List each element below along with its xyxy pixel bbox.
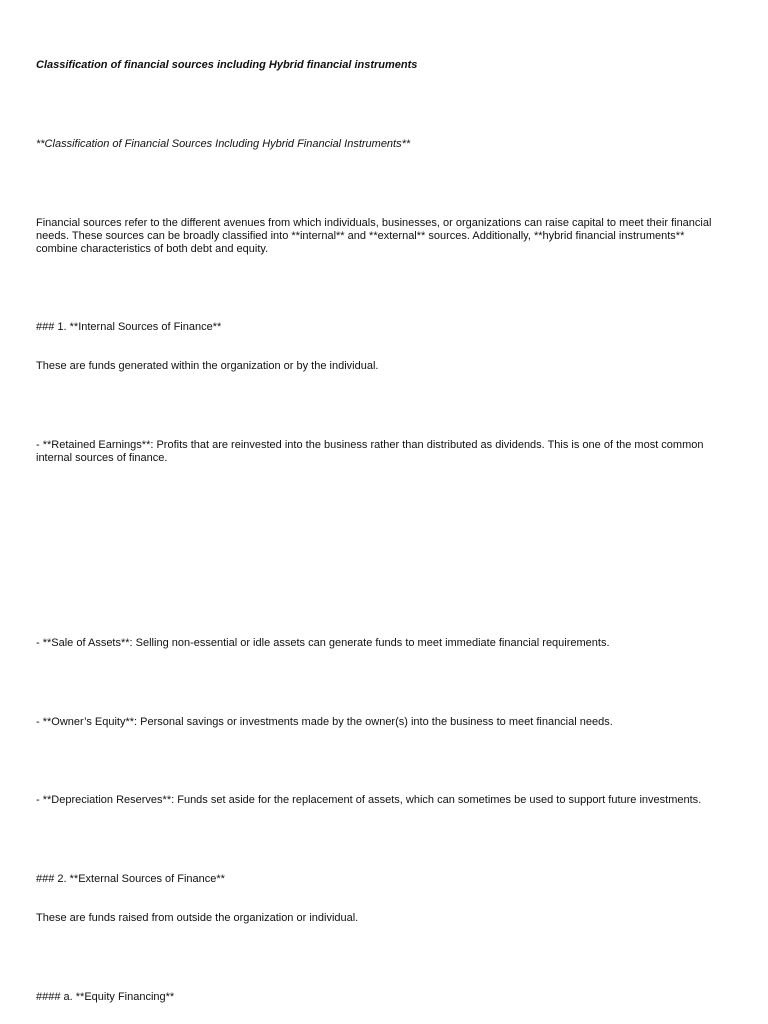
list-item-owners-equity: - **Owner’s Equity**: Personal savings or investments made by the owner(s) into the business to meet financial needs.: [36, 716, 613, 728]
section-heading-external: ### 2. **External Sources of Finance**: [36, 873, 225, 885]
subsection-heading-equity: #### a. **Equity Financing**: [36, 991, 175, 1003]
list-item-retained-earnings: - **Retained Earnings**: Profits that are reinvested into the business rather than distributed as dividends. This is one of the most common internal sources of finance.: [36, 439, 704, 464]
section-desc-external: These are funds raised from outside the organization or individual.: [36, 912, 359, 924]
list-item-depreciation-reserves: - **Depreciation Reserves**: Funds set aside for the replacement of assets, which can sometimes be used to support future investments.: [36, 794, 702, 806]
document-subtitle: **Classification of Financial Sources Including Hybrid Financial Instruments**: [36, 138, 411, 150]
section-heading-internal: ### 1. **Internal Sources of Finance**: [36, 321, 222, 333]
list-item-sale-of-assets: - **Sale of Assets**: Selling non-essential or idle assets can generate funds to meet immediate financial requirements.: [36, 637, 610, 649]
section-desc-internal: These are funds generated within the organization or by the individual.: [36, 360, 379, 372]
document-title: Classification of financial sources including Hybrid financial instruments: [36, 59, 418, 71]
intro-paragraph: Financial sources refer to the different avenues from which individuals, businesses, or organizations can raise capital to meet their financial needs. These sources can be broadly classified into **internal** and **external** sources. Additionally, **hybrid financial instruments** combine characteristics of both debt and equity.: [36, 217, 712, 255]
